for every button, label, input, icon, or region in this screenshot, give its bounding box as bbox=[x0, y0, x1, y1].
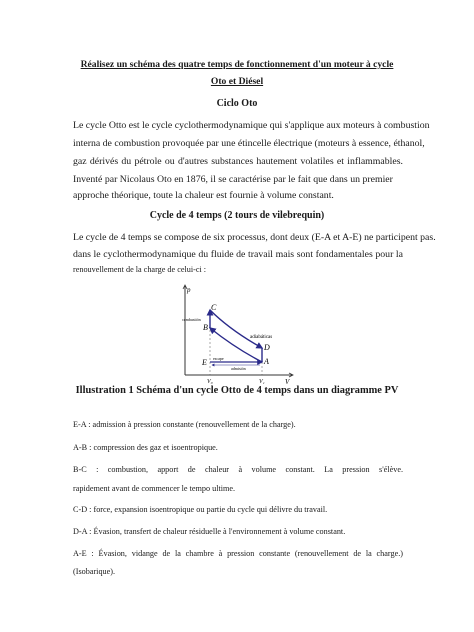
axis-label-v: V bbox=[285, 378, 290, 386]
point-label-a: A bbox=[264, 357, 269, 366]
point-label-b: B bbox=[203, 323, 208, 332]
step-bc-line-1: B-C : combustion, apport de chaleur à volume constant. La pression s'élève. bbox=[73, 465, 403, 474]
paragraph-1-line: approche théorique, toute la chaleur est fournie à volume constant. bbox=[73, 190, 334, 201]
figure-caption: Illustration 1 Schéma d'un cycle Otto de 4 temps dans un diagramme PV bbox=[75, 385, 399, 396]
pv-diagram bbox=[175, 280, 300, 390]
label-combustion: combustión bbox=[182, 317, 201, 322]
paragraph-2-line: renouvellement de la charge de celui-ci : bbox=[73, 265, 207, 274]
step-ab: A-B : compression des gaz et isoentropique. bbox=[73, 443, 218, 452]
paragraph-1-line: interna de combustion provoquée par une étincelle électrique (moteurs à essence, éthanol, bbox=[73, 138, 425, 149]
label-admision: admisión bbox=[231, 366, 246, 371]
point-label-c: C bbox=[211, 303, 217, 312]
label-escape: escape bbox=[213, 356, 224, 361]
step-da: D-A : Évasion, transfert de chaleur résiduelle à l'environnement à volume constant. bbox=[73, 527, 346, 536]
paragraph-2-line: dans le cyclothermodynamique du fluide de travail mais sont fondamentales pour la bbox=[73, 249, 403, 260]
tick-v0: V₀ bbox=[207, 379, 213, 385]
step-ae-line-2: (Isobarique). bbox=[73, 567, 116, 576]
document-title-line-2: Oto et Diésel bbox=[210, 76, 264, 87]
expansion-curve bbox=[210, 310, 262, 348]
paragraph-2-line: Le cycle de 4 temps se compose de six processus, dont deux (E-A et A-E) ne participent pas. bbox=[73, 232, 436, 243]
label-adiabaticas: adiabáticas bbox=[250, 335, 273, 340]
step-ae-line-1: A-E : Évasion, vidange de la chambre à pression constante (renouvellement de la charge.) bbox=[73, 549, 403, 558]
section-heading-otto: Ciclo Oto bbox=[216, 98, 258, 109]
paragraph-1-line: Le cycle Otto est le cycle cyclothermodynamique qui s'applique aux moteurs à combustion bbox=[73, 120, 430, 131]
axis-label-p: p bbox=[187, 286, 191, 294]
step-bc-line-2: rapidement avant de commencer le tempo ultime. bbox=[73, 484, 236, 493]
document-title-line-1: Réalisez un schéma des quatre temps de fonctionnement d'un moteur à cycle bbox=[80, 59, 394, 70]
point-label-e: E bbox=[202, 358, 207, 367]
section-heading-cycle: Cycle de 4 temps (2 tours de vilebrequin) bbox=[149, 210, 325, 221]
step-cd: C-D : force, expansion isoentropique ou partie du cycle qui délivre du travail. bbox=[73, 505, 328, 514]
tick-v1: V₁ bbox=[259, 379, 265, 385]
paragraph-1-line: gaz dérivés du pétrole ou d'autres substances hautement volatiles et inflammables. bbox=[73, 156, 403, 167]
step-ea: E-A : admission à pression constante (renouvellement de la charge). bbox=[73, 420, 296, 429]
point-label-d: D bbox=[264, 343, 270, 352]
paragraph-1-line: Inventé par Nicolaus Oto en 1876, il se caractérise par le fait que dans un premier bbox=[73, 174, 393, 185]
